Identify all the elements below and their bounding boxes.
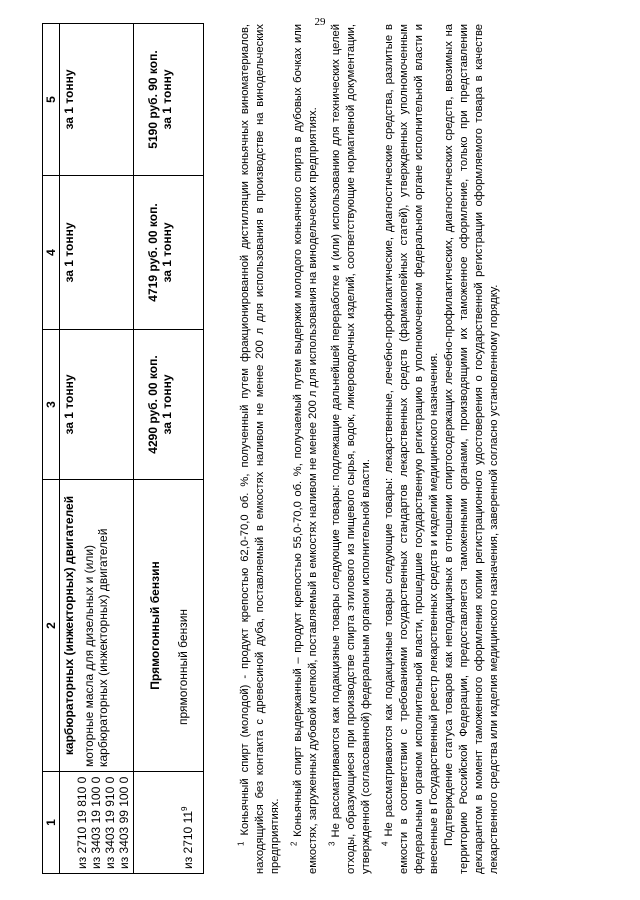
- rate-unit: за 1 тонну: [160, 69, 174, 130]
- product-name: моторные масла для дизельных и (или) карбюраторных (инжекторных) двигателей: [82, 528, 110, 767]
- tariff-table: [42, 23, 204, 874]
- column-number-3: 3: [43, 330, 60, 480]
- rate-unit-cell: за 1 тонну: [60, 176, 134, 330]
- column-number-1: 1: [43, 772, 60, 874]
- footnote-text: Коньячный спирт (молодой) - продукт крепостью 62,0-70,0 об. %, полученный путем фракционированной дистилляции коньячных виноматериалов, находящийся без контакта с древесиной дуба, поставляемый в емкостях наливом не менее 200 л для использования в производстве на винодельческих предприятиях.: [239, 23, 281, 874]
- footnote-text: Коньячный спирт выдержанный – продукт крепостью 55,0-70,0 об. %, получаемый путем выдержки молодого коньячного спирта в дубовых бочках или емкостях, загруженных дубовой клепкой, поставляемый в емкостях наливом не менее 200 л для использования на винодельческих предприятиях.: [292, 24, 319, 874]
- product-code: из 2710 19 810 0: [75, 776, 89, 869]
- footnote-text: Подтверждение статуса товаров как неподакцизных в отношении спиртосодержащих лечебно-профилактических, диагностических средств, ввозимых на территорию Российской Федерации, предоставляется таможенными органами, производящими их таможенное оформление, только при представлении декларантом в момент таможенного оформления копии регистрационного удостоверения о государственной регистрации оформляемого товара в качестве лекарственного средства или изделия медицинского назначения, заверенной согласно установленному порядку.: [443, 24, 500, 874]
- product-code: из 3403 19 100 0: [89, 776, 103, 869]
- footnote-1: [238, 24, 283, 874]
- footnote-text: Не рассматриваются как подакцизные товары следующие товары: подлежащие дальнейшей переработке и (или) использованию для технических целей отходы, образующиеся при производстве спирта этилового из пищевого сырья, водок, ликероводочных изделий, соответствующие нормативной документации, утвержденной (согласованной) федеральным органом исполнительной власти.: [330, 23, 372, 874]
- column-number-2: 2: [43, 480, 60, 772]
- table-header-row: [43, 24, 60, 874]
- footnote-mark: 1: [236, 841, 246, 846]
- rate-value: 4719 руб. 00 коп.: [146, 203, 160, 302]
- product-name-cell: [134, 480, 204, 772]
- product-code: из 2710 11: [181, 810, 195, 869]
- rate-unit: за 1 тонну: [160, 222, 174, 283]
- footnote-mark: 3: [327, 841, 337, 846]
- product-code: из 3403 19 910 0: [103, 776, 117, 869]
- footnote-mark: 4: [380, 841, 390, 846]
- rate-cell: [134, 176, 204, 330]
- product-name-cell: [60, 480, 134, 772]
- rate-value: 5190 руб. 90 коп.: [146, 50, 160, 149]
- rotated-page-content: [42, 22, 608, 874]
- rate-unit: за 1 тонну: [160, 374, 174, 435]
- column-number-4: 4: [43, 176, 60, 330]
- rate-unit-cell: за 1 тонну: [60, 24, 134, 176]
- product-code: из 3403 99 100 0: [117, 776, 131, 869]
- product-subheading: карбюраторных (инжекторных) двигателей: [62, 495, 76, 756]
- product-name: прямогонный бензин: [176, 608, 190, 725]
- table-row: [134, 24, 204, 874]
- rate-value: 4290 руб. 00 коп.: [146, 355, 160, 454]
- footnote-4: [382, 24, 442, 874]
- footnote-2: [291, 24, 321, 874]
- product-code-cell: [134, 772, 204, 874]
- rate-cell: [134, 24, 204, 176]
- table-row: [60, 24, 134, 874]
- column-number-5: 5: [43, 24, 60, 176]
- footnote-text: Не рассматриваются как подакцизные товары следующие товары: лекарственные, лечебно-профилактические, диагностические средства, разлитые в емкости в соответствии с требованиями государственных стандартов лекарственных средств (фармакопейных статей), утвержденных уполномоченным федеральным органом исполнительной власти, прошедшие государственную регистрацию в уполномоченном федеральном органе исполнительной власти и внесенные в Государственный реестр лекарственных средств и изделий медицинского назначения.: [383, 23, 440, 874]
- page-number: 29: [314, 16, 326, 28]
- footnote-mark: 9: [180, 806, 189, 811]
- footnote-4-continuation: [442, 24, 502, 874]
- product-heading: Прямогонный бензин: [148, 561, 162, 690]
- rate-unit-cell: за 1 тонну: [60, 330, 134, 480]
- footnote-mark: 2: [289, 841, 299, 846]
- footnote-3: [329, 24, 374, 874]
- product-codes-cell: [60, 772, 134, 874]
- rate-cell: [134, 330, 204, 480]
- footnotes: [238, 24, 510, 874]
